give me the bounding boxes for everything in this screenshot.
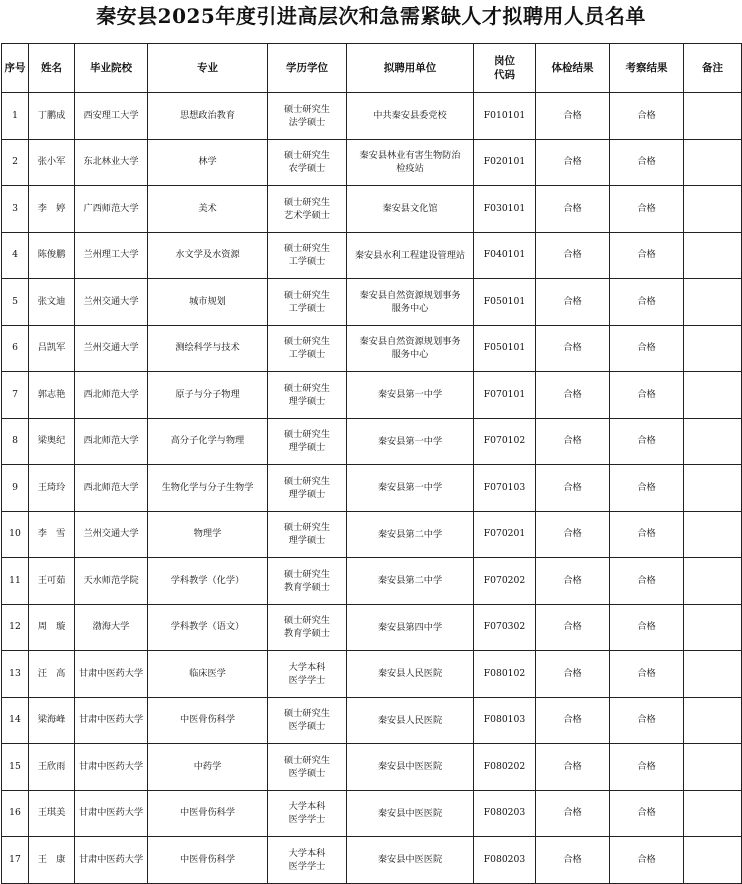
cell-no: 6 <box>2 325 29 372</box>
table-row <box>2 465 742 512</box>
cell-school: 天水师范学院 <box>75 558 148 605</box>
cell-unit <box>347 372 474 419</box>
cell-degree-line2: 医学硕士 <box>288 767 326 779</box>
cell-degree <box>268 744 347 791</box>
header-name: 姓名 <box>29 44 75 93</box>
header-major: 专业 <box>148 44 268 93</box>
cell-degree <box>268 186 347 233</box>
cell-code: F070103 <box>474 465 536 512</box>
cell-unit-line1: 秦安县第四中学 <box>377 621 443 633</box>
cell-no: 1 <box>2 93 29 140</box>
cell-school: 兰州交通大学 <box>75 325 148 372</box>
cell-remark <box>684 465 742 512</box>
cell-unit-line1: 秦安县人民医院 <box>377 668 443 680</box>
cell-remark <box>684 651 742 698</box>
cell-degree-line2: 教育学硕士 <box>284 581 330 593</box>
table-header-row <box>2 44 742 93</box>
cell-degree-line1: 硕士研究生 <box>284 243 330 255</box>
cell-degree <box>268 418 347 465</box>
cell-no: 9 <box>2 465 29 512</box>
cell-review: 合格 <box>610 697 684 744</box>
cell-exam: 合格 <box>536 139 610 186</box>
cell-unit <box>347 511 474 558</box>
cell-exam: 合格 <box>536 418 610 465</box>
cell-name: 张文迪 <box>29 279 75 326</box>
cell-name: 李 雪 <box>29 511 75 558</box>
cell-no: 5 <box>2 279 29 326</box>
table-row <box>2 790 742 837</box>
cell-unit-line2: 检疫站 <box>396 163 424 175</box>
cell-no: 11 <box>2 558 29 605</box>
cell-review: 合格 <box>610 232 684 279</box>
header-unit: 拟聘用单位 <box>347 44 474 93</box>
header-exam: 体检结果 <box>536 44 610 93</box>
table-row <box>2 651 742 698</box>
cell-school: 甘肃中医药大学 <box>75 744 148 791</box>
cell-name: 汪 高 <box>29 651 75 698</box>
cell-unit-line1: 秦安县中医医院 <box>377 761 443 773</box>
cell-degree-line1: 硕士研究生 <box>284 754 330 766</box>
table-row <box>2 744 742 791</box>
header-remark: 备注 <box>684 44 742 93</box>
cell-no: 13 <box>2 651 29 698</box>
cell-degree-line1: 硕士研究生 <box>284 103 330 115</box>
cell-exam: 合格 <box>536 511 610 558</box>
cell-no: 4 <box>2 232 29 279</box>
cell-review: 合格 <box>610 325 684 372</box>
cell-no: 8 <box>2 418 29 465</box>
cell-degree-line1: 硕士研究生 <box>284 382 330 394</box>
cell-review: 合格 <box>610 93 684 140</box>
cell-code: F080203 <box>474 837 536 884</box>
cell-unit <box>347 604 474 651</box>
cell-remark <box>684 558 742 605</box>
cell-major: 生物化学与分子生物学 <box>148 465 268 512</box>
table-row <box>2 325 742 372</box>
cell-unit-line1: 秦安县第一中学 <box>377 389 443 401</box>
cell-code: F050101 <box>474 279 536 326</box>
cell-name: 梁奥纪 <box>29 418 75 465</box>
cell-name: 丁鹏成 <box>29 93 75 140</box>
cell-no: 2 <box>2 139 29 186</box>
cell-unit <box>347 232 474 279</box>
header-school: 毕业院校 <box>75 44 148 93</box>
cell-code: F070101 <box>474 372 536 419</box>
cell-degree-line1: 大学本科 <box>288 661 326 673</box>
header-code-line1: 岗位 <box>494 55 515 67</box>
cell-unit <box>347 418 474 465</box>
cell-unit <box>347 790 474 837</box>
cell-degree <box>268 558 347 605</box>
cell-review: 合格 <box>610 418 684 465</box>
cell-name: 王欣雨 <box>29 744 75 791</box>
cell-review: 合格 <box>610 744 684 791</box>
cell-major: 临床医学 <box>148 651 268 698</box>
cell-major: 城市规划 <box>148 279 268 326</box>
cell-exam: 合格 <box>536 697 610 744</box>
cell-school: 西北师范大学 <box>75 418 148 465</box>
cell-remark <box>684 372 742 419</box>
cell-review: 合格 <box>610 651 684 698</box>
cell-exam: 合格 <box>536 325 610 372</box>
cell-school: 西北师范大学 <box>75 465 148 512</box>
cell-major: 林学 <box>148 139 268 186</box>
cell-exam: 合格 <box>536 279 610 326</box>
cell-major: 学科教学（化学） <box>148 558 268 605</box>
cell-code: F010101 <box>474 93 536 140</box>
cell-unit-line1: 秦安县自然资源规划事务 <box>359 289 461 301</box>
cell-exam: 合格 <box>536 372 610 419</box>
cell-degree-line1: 硕士研究生 <box>284 289 330 301</box>
cell-degree-line1: 大学本科 <box>288 801 326 813</box>
cell-name: 王琦玲 <box>29 465 75 512</box>
cell-name: 张小军 <box>29 139 75 186</box>
cell-exam: 合格 <box>536 558 610 605</box>
cell-unit-line1: 秦安县第二中学 <box>377 575 443 587</box>
cell-review: 合格 <box>610 372 684 419</box>
cell-no: 12 <box>2 604 29 651</box>
table-row <box>2 93 742 140</box>
cell-degree-line1: 硕士研究生 <box>284 150 330 162</box>
cell-degree-line2: 医学硕士 <box>288 721 326 733</box>
cell-unit-line2: 服务中心 <box>391 302 429 314</box>
table-row <box>2 697 742 744</box>
cell-review: 合格 <box>610 511 684 558</box>
cell-school: 西安理工大学 <box>75 93 148 140</box>
table-row <box>2 604 742 651</box>
cell-degree-line2: 教育学硕士 <box>284 628 330 640</box>
cell-degree-line2: 工学硕士 <box>288 256 326 268</box>
table-row <box>2 418 742 465</box>
cell-degree-line1: 硕士研究生 <box>284 196 330 208</box>
cell-review: 合格 <box>610 465 684 512</box>
cell-code: F070102 <box>474 418 536 465</box>
cell-exam: 合格 <box>536 232 610 279</box>
cell-major: 测绘科学与技术 <box>148 325 268 372</box>
cell-name: 周 璇 <box>29 604 75 651</box>
cell-degree-line1: 硕士研究生 <box>284 429 330 441</box>
cell-degree-line2: 医学学士 <box>288 860 326 872</box>
cell-unit-line1: 秦安县文化馆 <box>382 203 438 215</box>
cell-code: F040101 <box>474 232 536 279</box>
cell-remark <box>684 93 742 140</box>
cell-exam: 合格 <box>536 837 610 884</box>
cell-degree <box>268 232 347 279</box>
cell-degree <box>268 279 347 326</box>
cell-degree <box>268 697 347 744</box>
cell-unit <box>347 837 474 884</box>
cell-school: 渤海大学 <box>75 604 148 651</box>
cell-degree-line1: 硕士研究生 <box>284 708 330 720</box>
cell-code: F080102 <box>474 651 536 698</box>
cell-school: 兰州理工大学 <box>75 232 148 279</box>
cell-review: 合格 <box>610 790 684 837</box>
table-row <box>2 372 742 419</box>
cell-remark <box>684 697 742 744</box>
cell-unit <box>347 558 474 605</box>
cell-school: 东北林业大学 <box>75 139 148 186</box>
cell-degree <box>268 651 347 698</box>
cell-unit <box>347 93 474 140</box>
cell-exam: 合格 <box>536 465 610 512</box>
table-row <box>2 558 742 605</box>
cell-major: 中医骨伤科学 <box>148 697 268 744</box>
table-row <box>2 511 742 558</box>
cell-major: 美术 <box>148 186 268 233</box>
cell-unit-line1: 秦安县自然资源规划事务 <box>359 336 461 348</box>
cell-name: 吕凯军 <box>29 325 75 372</box>
cell-degree-line1: 硕士研究生 <box>284 475 330 487</box>
cell-degree-line2: 理学硕士 <box>288 442 326 454</box>
cell-degree-line2: 理学硕士 <box>288 395 326 407</box>
cell-school: 甘肃中医药大学 <box>75 651 148 698</box>
cell-unit-line2: 服务中心 <box>391 349 429 361</box>
cell-name: 王琪美 <box>29 790 75 837</box>
cell-unit <box>347 325 474 372</box>
header-degree: 学历学位 <box>268 44 347 93</box>
cell-no: 15 <box>2 744 29 791</box>
cell-degree <box>268 837 347 884</box>
cell-unit-line1: 秦安县林业有害生物防治 <box>359 150 461 162</box>
cell-code: F030101 <box>474 186 536 233</box>
cell-code: F070202 <box>474 558 536 605</box>
cell-degree <box>268 511 347 558</box>
cell-degree <box>268 325 347 372</box>
header-code-line2: 代码 <box>494 69 515 81</box>
cell-unit <box>347 139 474 186</box>
cell-remark <box>684 279 742 326</box>
page-title: 秦安县2025年度引进高层次和急需紧缺人才拟聘用人员名单 <box>96 4 646 28</box>
header-code <box>474 44 536 93</box>
cell-unit <box>347 744 474 791</box>
table-row <box>2 232 742 279</box>
cell-degree-line2: 法学硕士 <box>288 116 326 128</box>
cell-unit-line1: 秦安县人民医院 <box>377 714 443 726</box>
cell-major: 思想政治教育 <box>148 93 268 140</box>
cell-name: 郭志艳 <box>29 372 75 419</box>
cell-name: 王可茹 <box>29 558 75 605</box>
cell-degree <box>268 465 347 512</box>
cell-review: 合格 <box>610 837 684 884</box>
cell-remark <box>684 790 742 837</box>
cell-remark <box>684 139 742 186</box>
cell-code: F070302 <box>474 604 536 651</box>
cell-exam: 合格 <box>536 186 610 233</box>
cell-degree-line1: 硕士研究生 <box>284 522 330 534</box>
cell-degree <box>268 790 347 837</box>
cell-degree <box>268 139 347 186</box>
cell-exam: 合格 <box>536 93 610 140</box>
table-row <box>2 139 742 186</box>
cell-unit-line1: 秦安县中医医院 <box>377 807 443 819</box>
cell-review: 合格 <box>610 139 684 186</box>
cell-name: 李 婷 <box>29 186 75 233</box>
cell-no: 10 <box>2 511 29 558</box>
cell-major: 水文学及水资源 <box>148 232 268 279</box>
cell-review: 合格 <box>610 558 684 605</box>
cell-degree-line1: 硕士研究生 <box>284 615 330 627</box>
table-row <box>2 279 742 326</box>
cell-degree-line2: 农学硕士 <box>288 163 326 175</box>
cell-major: 原子与分子物理 <box>148 372 268 419</box>
cell-degree <box>268 372 347 419</box>
cell-unit-line1: 秦安县水利工程建设管理站 <box>354 249 466 261</box>
cell-unit-line1: 秦安县中医医院 <box>377 854 443 866</box>
cell-remark <box>684 186 742 233</box>
cell-code: F080202 <box>474 744 536 791</box>
cell-major: 高分子化学与物理 <box>148 418 268 465</box>
cell-degree-line2: 医学学士 <box>288 674 326 686</box>
table-row <box>2 837 742 884</box>
cell-code: F080203 <box>474 790 536 837</box>
cell-unit <box>347 651 474 698</box>
cell-code: F070201 <box>474 511 536 558</box>
cell-remark <box>684 418 742 465</box>
cell-school: 甘肃中医药大学 <box>75 790 148 837</box>
table-body <box>2 93 742 884</box>
cell-unit-line1: 秦安县第一中学 <box>377 482 443 494</box>
cell-code: F050101 <box>474 325 536 372</box>
cell-major: 物理学 <box>148 511 268 558</box>
cell-unit <box>347 186 474 233</box>
cell-name: 王 康 <box>29 837 75 884</box>
cell-remark <box>684 604 742 651</box>
cell-unit <box>347 279 474 326</box>
cell-remark <box>684 325 742 372</box>
cell-exam: 合格 <box>536 790 610 837</box>
cell-exam: 合格 <box>536 651 610 698</box>
cell-no: 3 <box>2 186 29 233</box>
cell-major: 中药学 <box>148 744 268 791</box>
cell-school: 广西师范大学 <box>75 186 148 233</box>
cell-code: F080103 <box>474 697 536 744</box>
cell-unit-line1: 秦安县第一中学 <box>377 435 443 447</box>
cell-name: 陈俊鹏 <box>29 232 75 279</box>
cell-school: 甘肃中医药大学 <box>75 697 148 744</box>
cell-exam: 合格 <box>536 604 610 651</box>
cell-school: 兰州交通大学 <box>75 511 148 558</box>
cell-unit-line1: 秦安县第二中学 <box>377 528 443 540</box>
cell-degree-line2: 理学硕士 <box>288 535 326 547</box>
cell-review: 合格 <box>610 279 684 326</box>
cell-degree <box>268 604 347 651</box>
cell-degree-line1: 硕士研究生 <box>284 336 330 348</box>
personnel-table <box>1 43 742 884</box>
cell-remark <box>684 511 742 558</box>
header-review: 考察结果 <box>610 44 684 93</box>
cell-review: 合格 <box>610 186 684 233</box>
cell-unit-line1: 中共秦安县委党校 <box>373 110 447 122</box>
cell-degree <box>268 93 347 140</box>
cell-degree-line2: 理学硕士 <box>288 488 326 500</box>
cell-review: 合格 <box>610 604 684 651</box>
cell-no: 14 <box>2 697 29 744</box>
cell-school: 西北师范大学 <box>75 372 148 419</box>
cell-degree-line2: 医学学士 <box>288 814 326 826</box>
cell-degree-line1: 大学本科 <box>288 847 326 859</box>
cell-remark <box>684 837 742 884</box>
cell-school: 兰州交通大学 <box>75 279 148 326</box>
cell-unit <box>347 697 474 744</box>
table-row <box>2 186 742 233</box>
cell-degree-line2: 工学硕士 <box>288 349 326 361</box>
cell-exam: 合格 <box>536 744 610 791</box>
cell-code: F020101 <box>474 139 536 186</box>
cell-degree-line2: 艺术学硕士 <box>284 209 330 221</box>
cell-major: 中医骨伤科学 <box>148 790 268 837</box>
cell-major: 学科教学（语文） <box>148 604 268 651</box>
cell-no: 7 <box>2 372 29 419</box>
cell-no: 17 <box>2 837 29 884</box>
header-no: 序号 <box>2 44 29 93</box>
cell-degree-line1: 硕士研究生 <box>284 568 330 580</box>
cell-no: 16 <box>2 790 29 837</box>
cell-remark <box>684 744 742 791</box>
cell-unit <box>347 465 474 512</box>
cell-remark <box>684 232 742 279</box>
cell-degree-line2: 工学硕士 <box>288 302 326 314</box>
cell-name: 梁海峰 <box>29 697 75 744</box>
cell-school: 甘肃中医药大学 <box>75 837 148 884</box>
cell-major: 中医骨伤科学 <box>148 837 268 884</box>
